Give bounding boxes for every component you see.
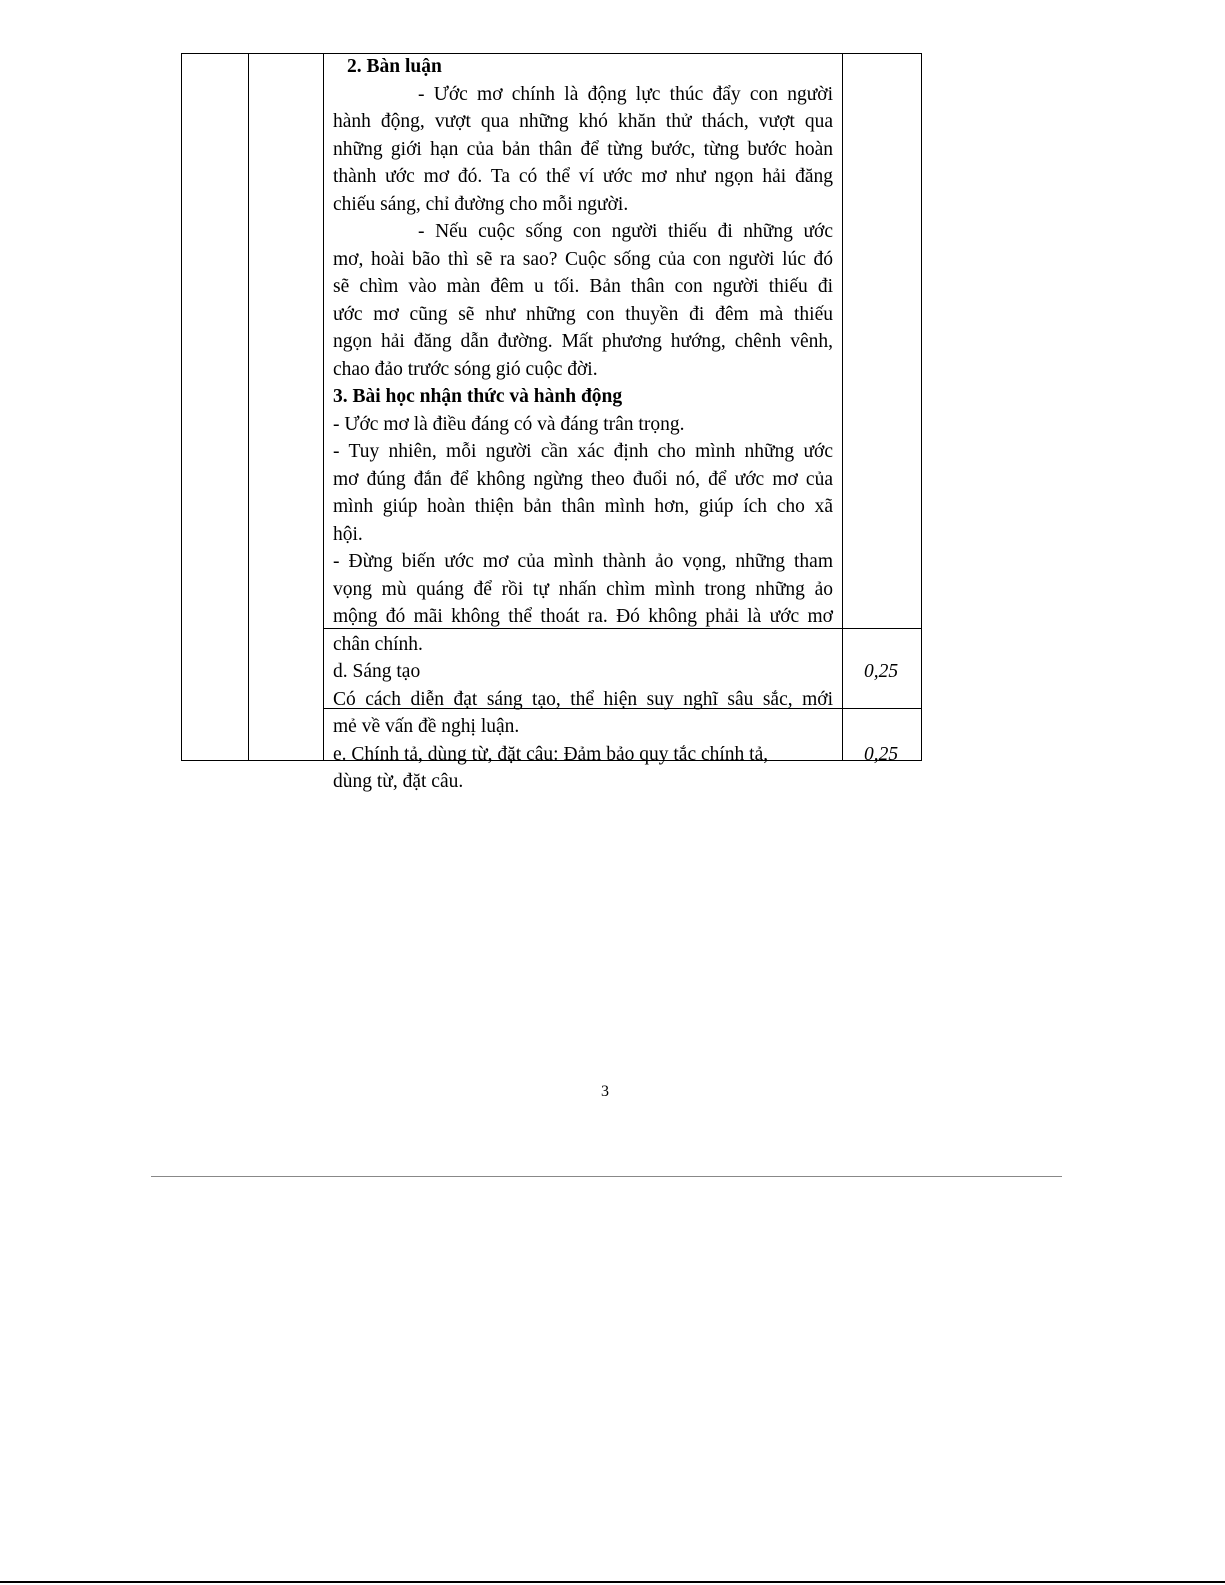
section-3-line1: - Ước mơ là điều đáng có và đáng trân trọng. [333,414,685,435]
criteria-e-label-cont: dùng từ, đặt câu. [333,771,464,792]
section-2-para2-line2: mơ, hoài bão thì sẽ ra sao? Cuộc sống của con người lúc đó [333,249,833,270]
table-col-divider-2 [323,53,324,760]
criteria-d-desc-line1: Có cách diễn đạt sáng tạo, thể hiện suy nghĩ sâu sắc, mới [333,689,833,710]
section-3-para2-line4: chân chính. [333,634,423,655]
section-2-para2-line4: ước mơ cũng sẽ như những con thuyền đi đêm mà thiếu [333,304,833,325]
section-3-para1-line2: mơ đúng đắn để không ngừng theo đuổi nó, để ước mơ của [333,469,833,490]
section-3-para2-line1: - Đừng biến ước mơ của mình thành ảo vọng, những tham [333,551,833,572]
section-2-para1-line1: - Ước mơ chính là động lực thúc đẩy con người [418,84,833,105]
section-3-para2-line2: vọng mù quáng để rồi tự nhấn chìm mình trong những ảo [333,579,833,600]
criteria-d-desc-line2: mẻ về vấn đề nghị luận. [333,716,520,737]
section-3-para2-line3: mộng đó mãi không thể thoát ra. Đó không phải là ước mơ [333,606,833,627]
criteria-d-score: 0,25 [864,661,899,682]
section-2-para1-line3: những giới hạn của bản thân để từng bước, từng bước hoàn [333,139,833,160]
table-col-divider-3 [842,53,843,760]
page-number: 3 [601,1083,609,1100]
table-border-left [181,53,182,760]
table-border-right [921,53,922,760]
table-col-divider-1 [248,53,249,760]
section-2-para1-line2: hành động, vượt qua những khó khăn thử thách, vượt qua [333,111,833,132]
criteria-e-label: e. Chính tả, dùng từ, đặt câu: Đảm bảo quy tắc chính tả, [333,744,769,765]
section-3-heading: 3. Bài học nhận thức và hành động [333,386,623,407]
section-3-para1-line4: hội. [333,524,363,545]
footer-separator [151,1176,1062,1177]
section-2-para1-line4: thành ước mơ đó. Ta có thể ví ước mơ như ngọn hải đăng [333,166,833,187]
table-border-top [181,53,922,54]
section-3-para1-line3: mình giúp hoàn thiện bản thân mình hơn, giúp ích cho xã [333,496,833,517]
section-2-heading: 2. Bàn luận [347,56,442,77]
section-2-para2-line5: ngọn hải đăng dẫn đường. Mất phương hướng, chênh vênh, [333,331,833,352]
section-3-para1-line1: - Tuy nhiên, mỗi người cần xác định cho mình những ước [333,441,833,462]
section-2-para1-line5: chiếu sáng, chỉ đường cho mỗi người. [333,194,629,215]
section-2-para2-line3: sẽ chìm vào màn đêm u tối. Bản thân con người thiếu đi [333,276,833,297]
criteria-d-label: d. Sáng tạo [333,661,421,682]
page-bottom-edge [0,1581,1225,1583]
section-2-para2-line6: chao đảo trước sóng gió cuộc đời. [333,359,598,380]
section-2-para2-line1: - Nếu cuộc sống con người thiếu đi những ước [418,221,833,242]
criteria-e-score: 0,25 [864,744,899,765]
